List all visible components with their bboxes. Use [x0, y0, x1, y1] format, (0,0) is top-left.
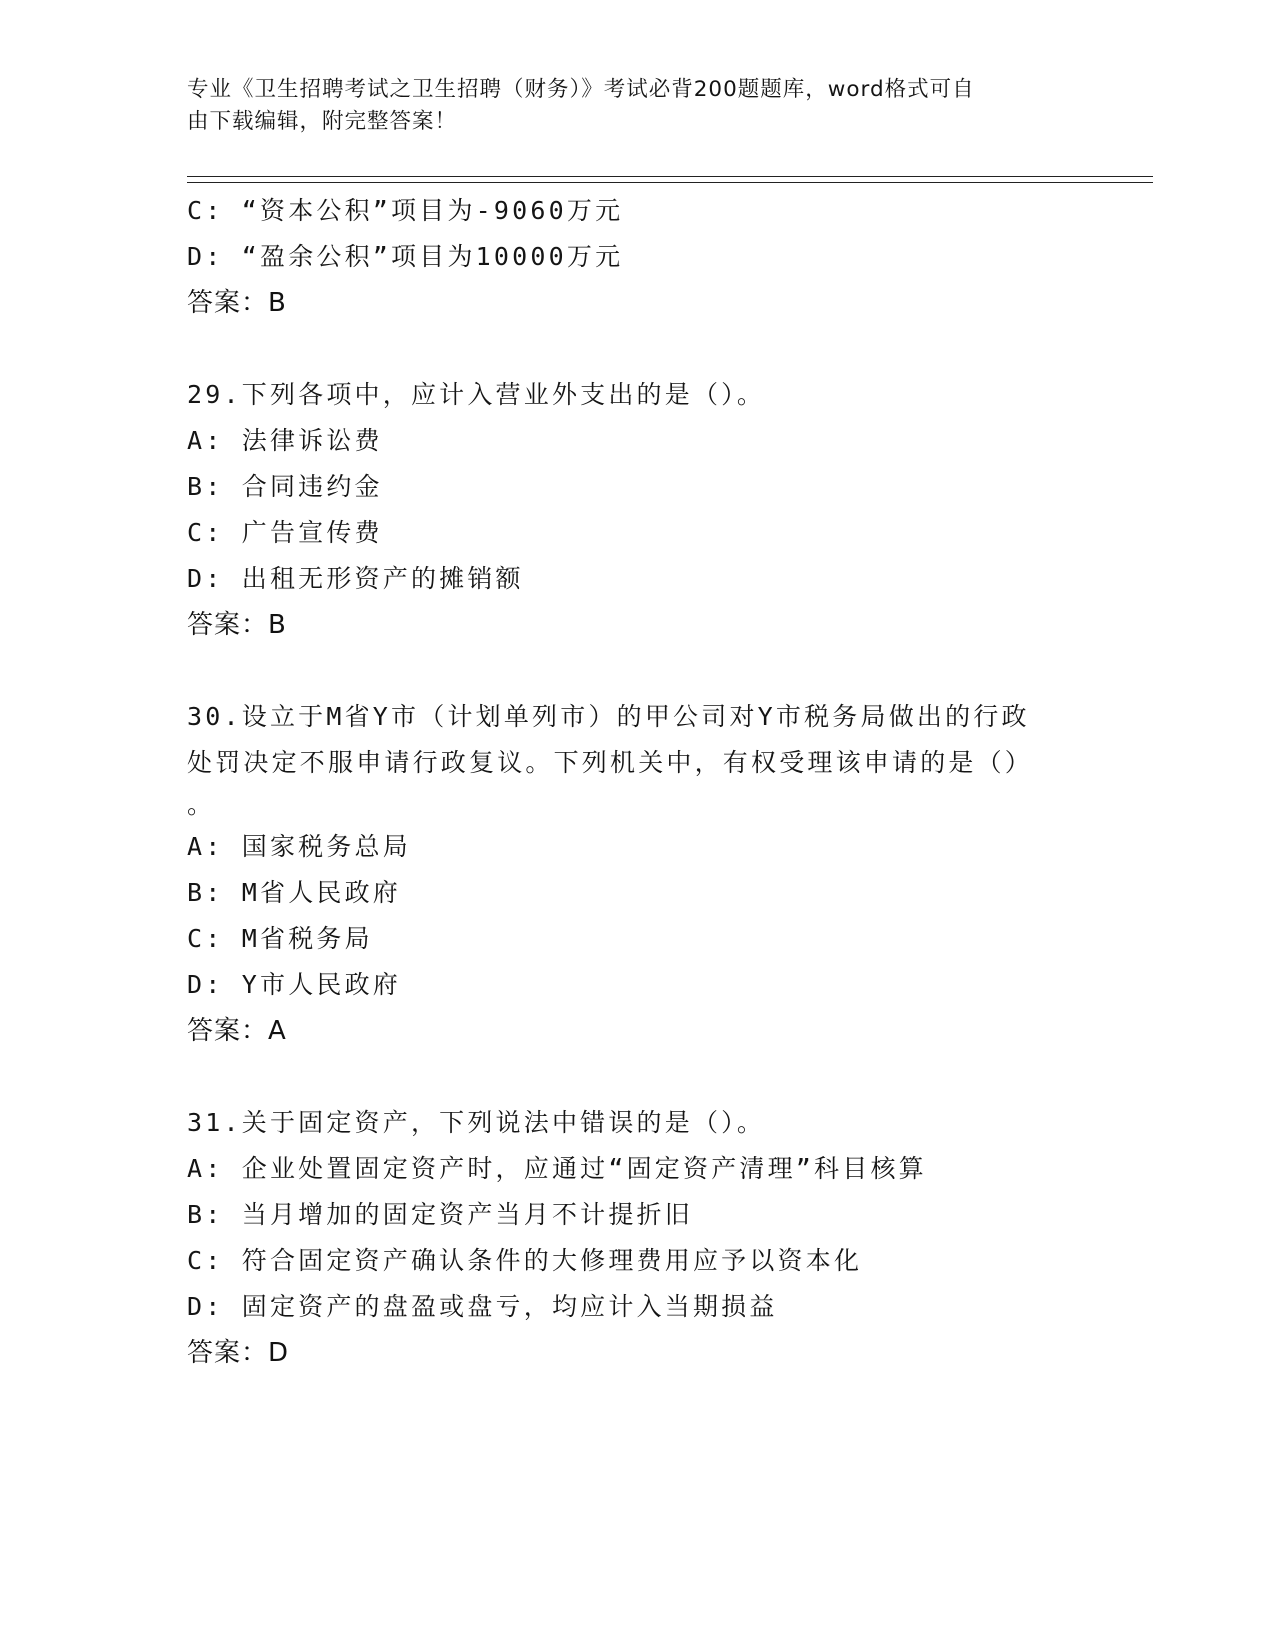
answer-label: 答案：B	[187, 610, 287, 640]
option-c: C: “资本公积”项目为-9060万元	[187, 196, 624, 225]
option-d: D: Y市人民政府	[187, 970, 402, 999]
answer-label: 答案：A	[187, 1016, 287, 1046]
spacer	[187, 326, 1087, 372]
spacer	[187, 648, 1087, 694]
question-31	[187, 1100, 1087, 1376]
question-stem: 29.下列各项中，应计入营业外支出的是（）。	[187, 380, 766, 409]
option-a: A: 企业处置固定资产时，应通过“固定资产清理”科目核算	[187, 1154, 927, 1183]
question-stem: 31.关于固定资产，下列说法中错误的是（）。	[187, 1108, 766, 1137]
option-c: C: 符合固定资产确认条件的大修理费用应予以资本化	[187, 1246, 863, 1275]
option-b: B: 合同违约金	[187, 472, 383, 501]
question-30	[187, 694, 1087, 1054]
option-c: C: 广告宣传费	[187, 518, 383, 547]
header-line-2: 由下载编辑，附完整答案！	[187, 109, 458, 134]
spacer	[187, 1054, 1087, 1100]
question-stem-line-2: 处罚决定不服申请行政复议。下列机关中，有权受理该申请的是（）	[187, 748, 1034, 777]
question-28-continued	[187, 188, 1087, 326]
option-d: D: 固定资产的盘盈或盘亏，均应计入当期损益	[187, 1292, 778, 1321]
header-divider-bottom	[187, 182, 1153, 183]
answer-label: 答案：D	[187, 1338, 290, 1368]
question-stem-line-1: 30.设立于M省Y市（计划单列市）的甲公司对Y市税务局做出的行政	[187, 702, 1030, 731]
option-d: D: 出租无形资产的摊销额	[187, 564, 524, 593]
question-stem-line-3: 。	[187, 790, 216, 819]
question-29	[187, 372, 1087, 648]
option-b: B: M省人民政府	[187, 878, 402, 907]
option-d: D: “盈余公积”项目为10000万元	[187, 242, 624, 271]
question-list	[187, 188, 1087, 1376]
answer-label: 答案：B	[187, 288, 287, 318]
option-a: A: 法律诉讼费	[187, 426, 383, 455]
option-a: A: 国家税务总局	[187, 832, 411, 861]
header-divider-top	[187, 176, 1153, 177]
header-line-1: 专业《卫生招聘考试之卫生招聘（财务）》考试必背200题题库，word格式可自	[187, 77, 975, 102]
option-b: B: 当月增加的固定资产当月不计提折旧	[187, 1200, 693, 1229]
option-c: C: M省税务局	[187, 924, 373, 953]
document-header	[187, 74, 1067, 138]
